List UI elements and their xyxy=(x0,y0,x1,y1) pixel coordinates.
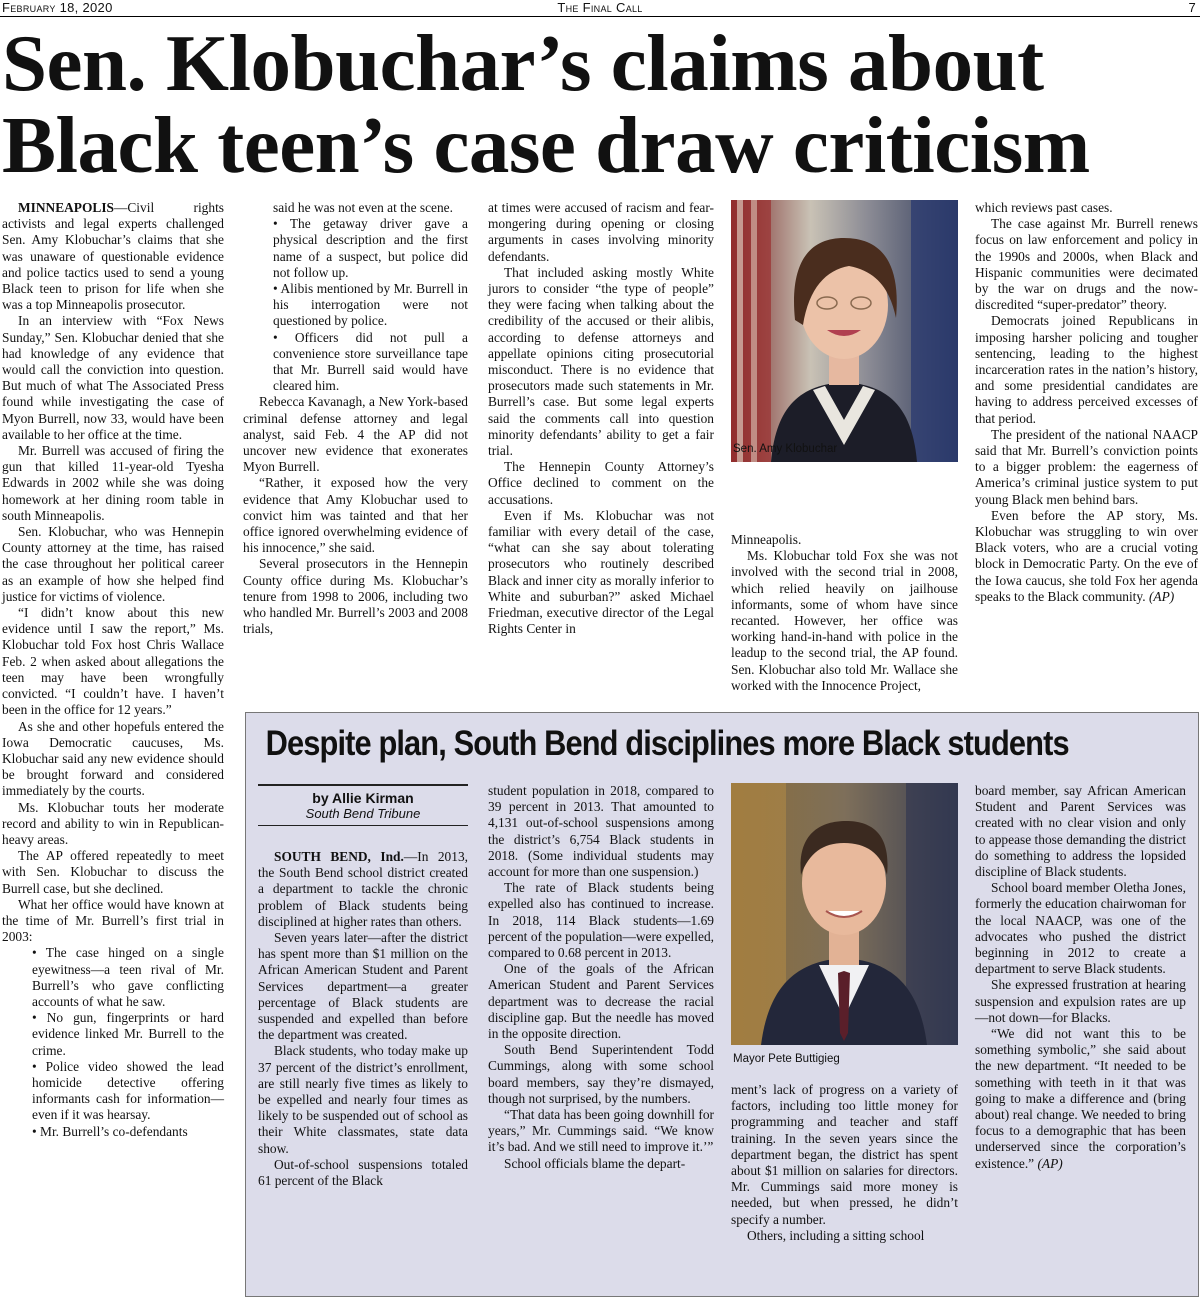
author-source: South Bend Tribune xyxy=(305,806,421,821)
paragraph: One of the goals of the African American Student and Parent Services department was to decrease the racial discipline gap. But the needle has moved in the opposite direction. xyxy=(488,961,714,1042)
paragraph: Rebecca Kavanagh, a New York-based criminal defense attorney and legal analyst, said Feb. 4 the AP did not uncover new evidence that exonerates Myon Burrell. xyxy=(243,394,468,475)
paragraph: Black students, who today make up 37 percent of the district’s enrollment, are still nearly five times as likely to be expelled and nearly four times as likely to be suspended out of school as their White classmates, state data show. xyxy=(258,1043,468,1156)
portrait-image xyxy=(731,783,958,1045)
paragraph: “That data has been going downhill for years,” Mr. Cummings said. “We know it’s bad. And we still need to improve it.’” xyxy=(488,1107,714,1155)
issue-date: February 18, 2020 xyxy=(2,0,113,15)
paragraph xyxy=(975,508,1198,605)
paragraph-text: —Civil rights activists and legal experts challenged Sen. Amy Klobuchar’s claims that she was unaware of questionable evidence and police tactics used to send a young Black teen to prison for life when she was a top Minneapolis prosecutor. xyxy=(2,200,224,313)
header-rule xyxy=(0,16,1200,17)
paragraph: Others, including a sitting school xyxy=(747,1227,925,1243)
article2-column-3 xyxy=(731,1082,958,1244)
main-headline-line1: Sen. Klobuchar’s claims about xyxy=(2,18,1044,108)
main-headline-line2: Black teen’s case draw criticism xyxy=(2,100,1090,190)
byline-top-rule xyxy=(258,784,468,786)
article2-column-4 xyxy=(975,783,1186,1172)
article1-column-4 xyxy=(731,532,958,694)
dateline: SOUTH BEND, Ind. xyxy=(274,849,404,864)
paragraph: Minneapolis. xyxy=(731,532,802,547)
klobuchar-photo-caption: Sen. Amy Klobuchar xyxy=(733,443,838,455)
paragraph-text: —In 2013, the South Bend school district created a department to tackle the chronic problem of Black students being disciplined at higher rates than others. xyxy=(258,849,468,929)
article2-column-1 xyxy=(258,849,468,1189)
paragraph: at times were accused of racism and fear-mongering during opening or closing arguments in cases involving minority defendants. xyxy=(488,200,714,264)
publication-name: The Final Call xyxy=(557,0,643,15)
bullet-item: • No gun, fingerprints or hard evidence linked Mr. Burrell to the crime. xyxy=(32,1010,224,1058)
paragraph-text: “We did not want this to be something symbolic,” she said about the new department. “It needed to be something with teeth in it that was going to make a difference and (bring about) real change. We needed to bring focus to a demographic that has been underserved since the corporation’s existence.” xyxy=(975,1026,1186,1171)
bullet-item: • Police video showed the lead homicide detective offering informants cash for information—even if it was hearsay. xyxy=(32,1058,224,1123)
byline-bottom-rule xyxy=(258,825,468,826)
paragraph xyxy=(975,1026,1186,1172)
bullet-item: • The case hinged on a single eyewitness—a teen rival of Mr. Burrell’s who gave conflicting accounts of what he saw. xyxy=(32,945,224,1009)
paragraph: The AP offered repeatedly to meet with Sen. Klobuchar to discuss the Burrell case, but she declined. xyxy=(2,848,224,896)
paragraph: She expressed frustration at hearing suspension and expulsion rates are up—not down—for Blacks. xyxy=(975,977,1186,1025)
portrait-image xyxy=(731,200,958,462)
wire-credit: (AP) xyxy=(1148,588,1175,604)
byline-block xyxy=(258,784,468,826)
paragraph: The rate of Black students being expelled also has continued to increase. In 2018, 114 Black students—1.69 percent of the population—were expelled, compared to 0.68 percent in 2013. xyxy=(488,880,714,961)
paragraph: Even if Ms. Klobuchar was not familiar with every detail of the case, “what can she say about tolerating prosecutors who routinely described Black and inner city as morally inferior to White and suburban?” asked Michael Friedman, executive director of the Legal Rights Center in xyxy=(488,507,714,637)
paragraph: The Hennepin County Attorney’s Office declined to comment on the accusations. xyxy=(488,459,714,507)
article1-column-5 xyxy=(975,200,1198,605)
article1-lead-paragraph xyxy=(2,200,224,313)
main-headline xyxy=(2,18,1198,190)
paragraph: In an interview with “Fox News Sunday,” Sen. Klobuchar denied that she had knowledge of any evidence that would call the conviction into question. But much of what The Associated Press found while investigating the case of Myon Burrell, now 33, would have been available to her office at the time. xyxy=(2,313,224,442)
paragraph: South Bend Superintendent Todd Cummings, along with some school board members, say they’re dismayed, though not surprised, by the numbers. xyxy=(488,1042,714,1106)
bullet-item: • Alibis mentioned by Mr. Burrell in his interrogation were not questioned by police. xyxy=(273,281,468,329)
page-number: 7 xyxy=(1188,0,1196,15)
paragraph: board member, say African American Student and Parent Services was created with no clear vision and only to appease those demanding the district do something to address the lopsided discipline of Black students. xyxy=(975,783,1186,880)
paragraph: The case against Mr. Burrell renews focus on law enforcement and policy in the 1990s and 2000s, when Black and Hispanic communities were decimated by the war on drugs and the now-discredited “super-predator” theory. xyxy=(975,216,1198,313)
paragraph: Democrats joined Republicans in imposing harsher policing and tougher sentencing, leading to the highest incarceration rates in the nation’s history, and some presidential candidates are having to address perceived excesses of that period. xyxy=(975,313,1198,426)
paragraph: ment’s lack of progress on a variety of factors, including too little money for programming and teacher and staff training. In the seven years since the department began, the district has spent about $1 million on salaries for directors. Mr. Cummings said more money is needed, but when pressed, he didn’t specify a number. xyxy=(731,1082,958,1227)
article1-column-2 xyxy=(243,200,468,637)
paragraph: Sen. Klobuchar, who was Hennepin County attorney at the time, has raised the case throughout her political career as an example of how she helped find justice for victims of violence. xyxy=(2,524,224,604)
bullet-item: • Mr. Burrell’s co-defendants xyxy=(32,1123,188,1139)
paragraph: Ms. Klobuchar touts her moderate record and ability to win in Republican-heavy areas. xyxy=(2,799,224,847)
paragraph: student population in 2018, compared to 39 percent in 2013. That amounted to 4,131 out-of-school suspensions among the district’s 6,754 Black students in 2018. (Some individual students may account for more than one suspension.) xyxy=(488,783,714,880)
paragraph: Ms. Klobuchar told Fox she was not involved with the second trial in 2008, which relied heavily on jailhouse informants, some of whom have since recanted. However, her office was working hand-in-hand with police in the leadup to the second trial, the AP found. Sen. Klobuchar also told Mr. Wallace she worked with the Innocence Project, xyxy=(731,548,958,693)
article2-headline: Despite plan, South Bend disciplines more Black students xyxy=(265,724,1069,763)
paragraph: What her office would have known at the time of Mr. Burrell’s first trial in 2003: xyxy=(2,896,224,945)
buttigieg-photo-caption: Mayor Pete Buttigieg xyxy=(733,1053,840,1065)
paragraph: “I didn’t know about this new evidence until I saw the report,” Ms. Klobuchar told Fox host Chris Wallace Feb. 2 when asked about allegations the teen may have been wrongfully convicted. “I couldn’t have. I haven’t been in the office for 12 years.” xyxy=(2,605,224,718)
paragraph: which reviews past cases. xyxy=(975,200,1113,215)
bullet-continuation: said he was not even at the scene. xyxy=(273,200,453,215)
bullet-item: • The getaway driver gave a physical description and the first name of a suspect, but police did not follow up. xyxy=(273,216,468,280)
paragraph: School board member Oletha Jones, formerly the education chairwoman for the local NAACP, was one of the advocates who pushed the district beginning in 2012 to create a department to serve Black students. xyxy=(975,880,1186,977)
wire-credit: (AP) xyxy=(1037,1155,1063,1171)
dateline: MINNEAPOLIS xyxy=(18,200,114,215)
buttigieg-photo xyxy=(731,783,958,1045)
author-name: by Allie Kirman xyxy=(312,790,414,806)
paragraph: Mr. Burrell was accused of firing the gun that killed 11-year-old Tyesha Edwards in 2002 while she was doing homework at her dining room table in south Minneapolis. xyxy=(2,443,224,523)
paragraph: “Rather, it exposed how the very evidence that Amy Klobuchar used to convict him was tainted and that her office ignored overwhelming evidence of his innocence,” she said. xyxy=(243,475,468,556)
article1-column-3 xyxy=(488,200,714,637)
paragraph: Several prosecutors in the Hennepin County office during Ms. Klobuchar’s tenure from 1998 to 2006, including two who handled Mr. Burrell’s 2003 and 2008 trials, xyxy=(243,556,468,637)
article1-column-1 xyxy=(2,200,224,1295)
paragraph: Out-of-school suspensions totaled 61 percent of the Black xyxy=(258,1156,468,1189)
paragraph: School officials blame the depart- xyxy=(504,1155,686,1171)
paragraph: The president of the national NAACP said that Mr. Burrell’s conviction points to a bigger problem: the eagerness of America’s criminal justice system to put young Black men behind bars. xyxy=(975,426,1198,507)
paragraph: That included asking mostly White jurors to consider “the type of people” they were facing when talking about the credibility of the accused or their alibis, according to defense attorneys and appellate opinions citing prosecutorial misconduct. There is no evidence that prosecutors made such statements in Mr. Burrell’s case. But some legal experts said the comments call into question minority defendants’ ability to get a fair trial. xyxy=(488,264,714,459)
paragraph: As she and other hopefuls entered the Iowa Democratic caucuses, Ms. Klobuchar said any new evidence should be brought forward and considered immediately by the courts. xyxy=(2,718,224,799)
klobuchar-photo xyxy=(731,200,958,462)
paragraph-text: Even before the AP story, Ms. Klobuchar was struggling to win over Black voters, who are a crucial voting block in Democratic Party. On the eve of the Iowa caucus, she told Fox her agenda speaks to the Black community. xyxy=(975,507,1198,604)
bullet-item: • Officers did not pull a convenience store surveillance tape that Mr. Burrell said would have cleared him. xyxy=(273,329,468,394)
article2-lead-paragraph xyxy=(258,849,468,930)
paragraph: Seven years later—after the district has spent more than $1 million on the African American Student and Parent Services department—a greater percentage of Black students are suspended and expelled than before the department was created. xyxy=(258,930,468,1043)
article2-column-2 xyxy=(488,783,714,1172)
